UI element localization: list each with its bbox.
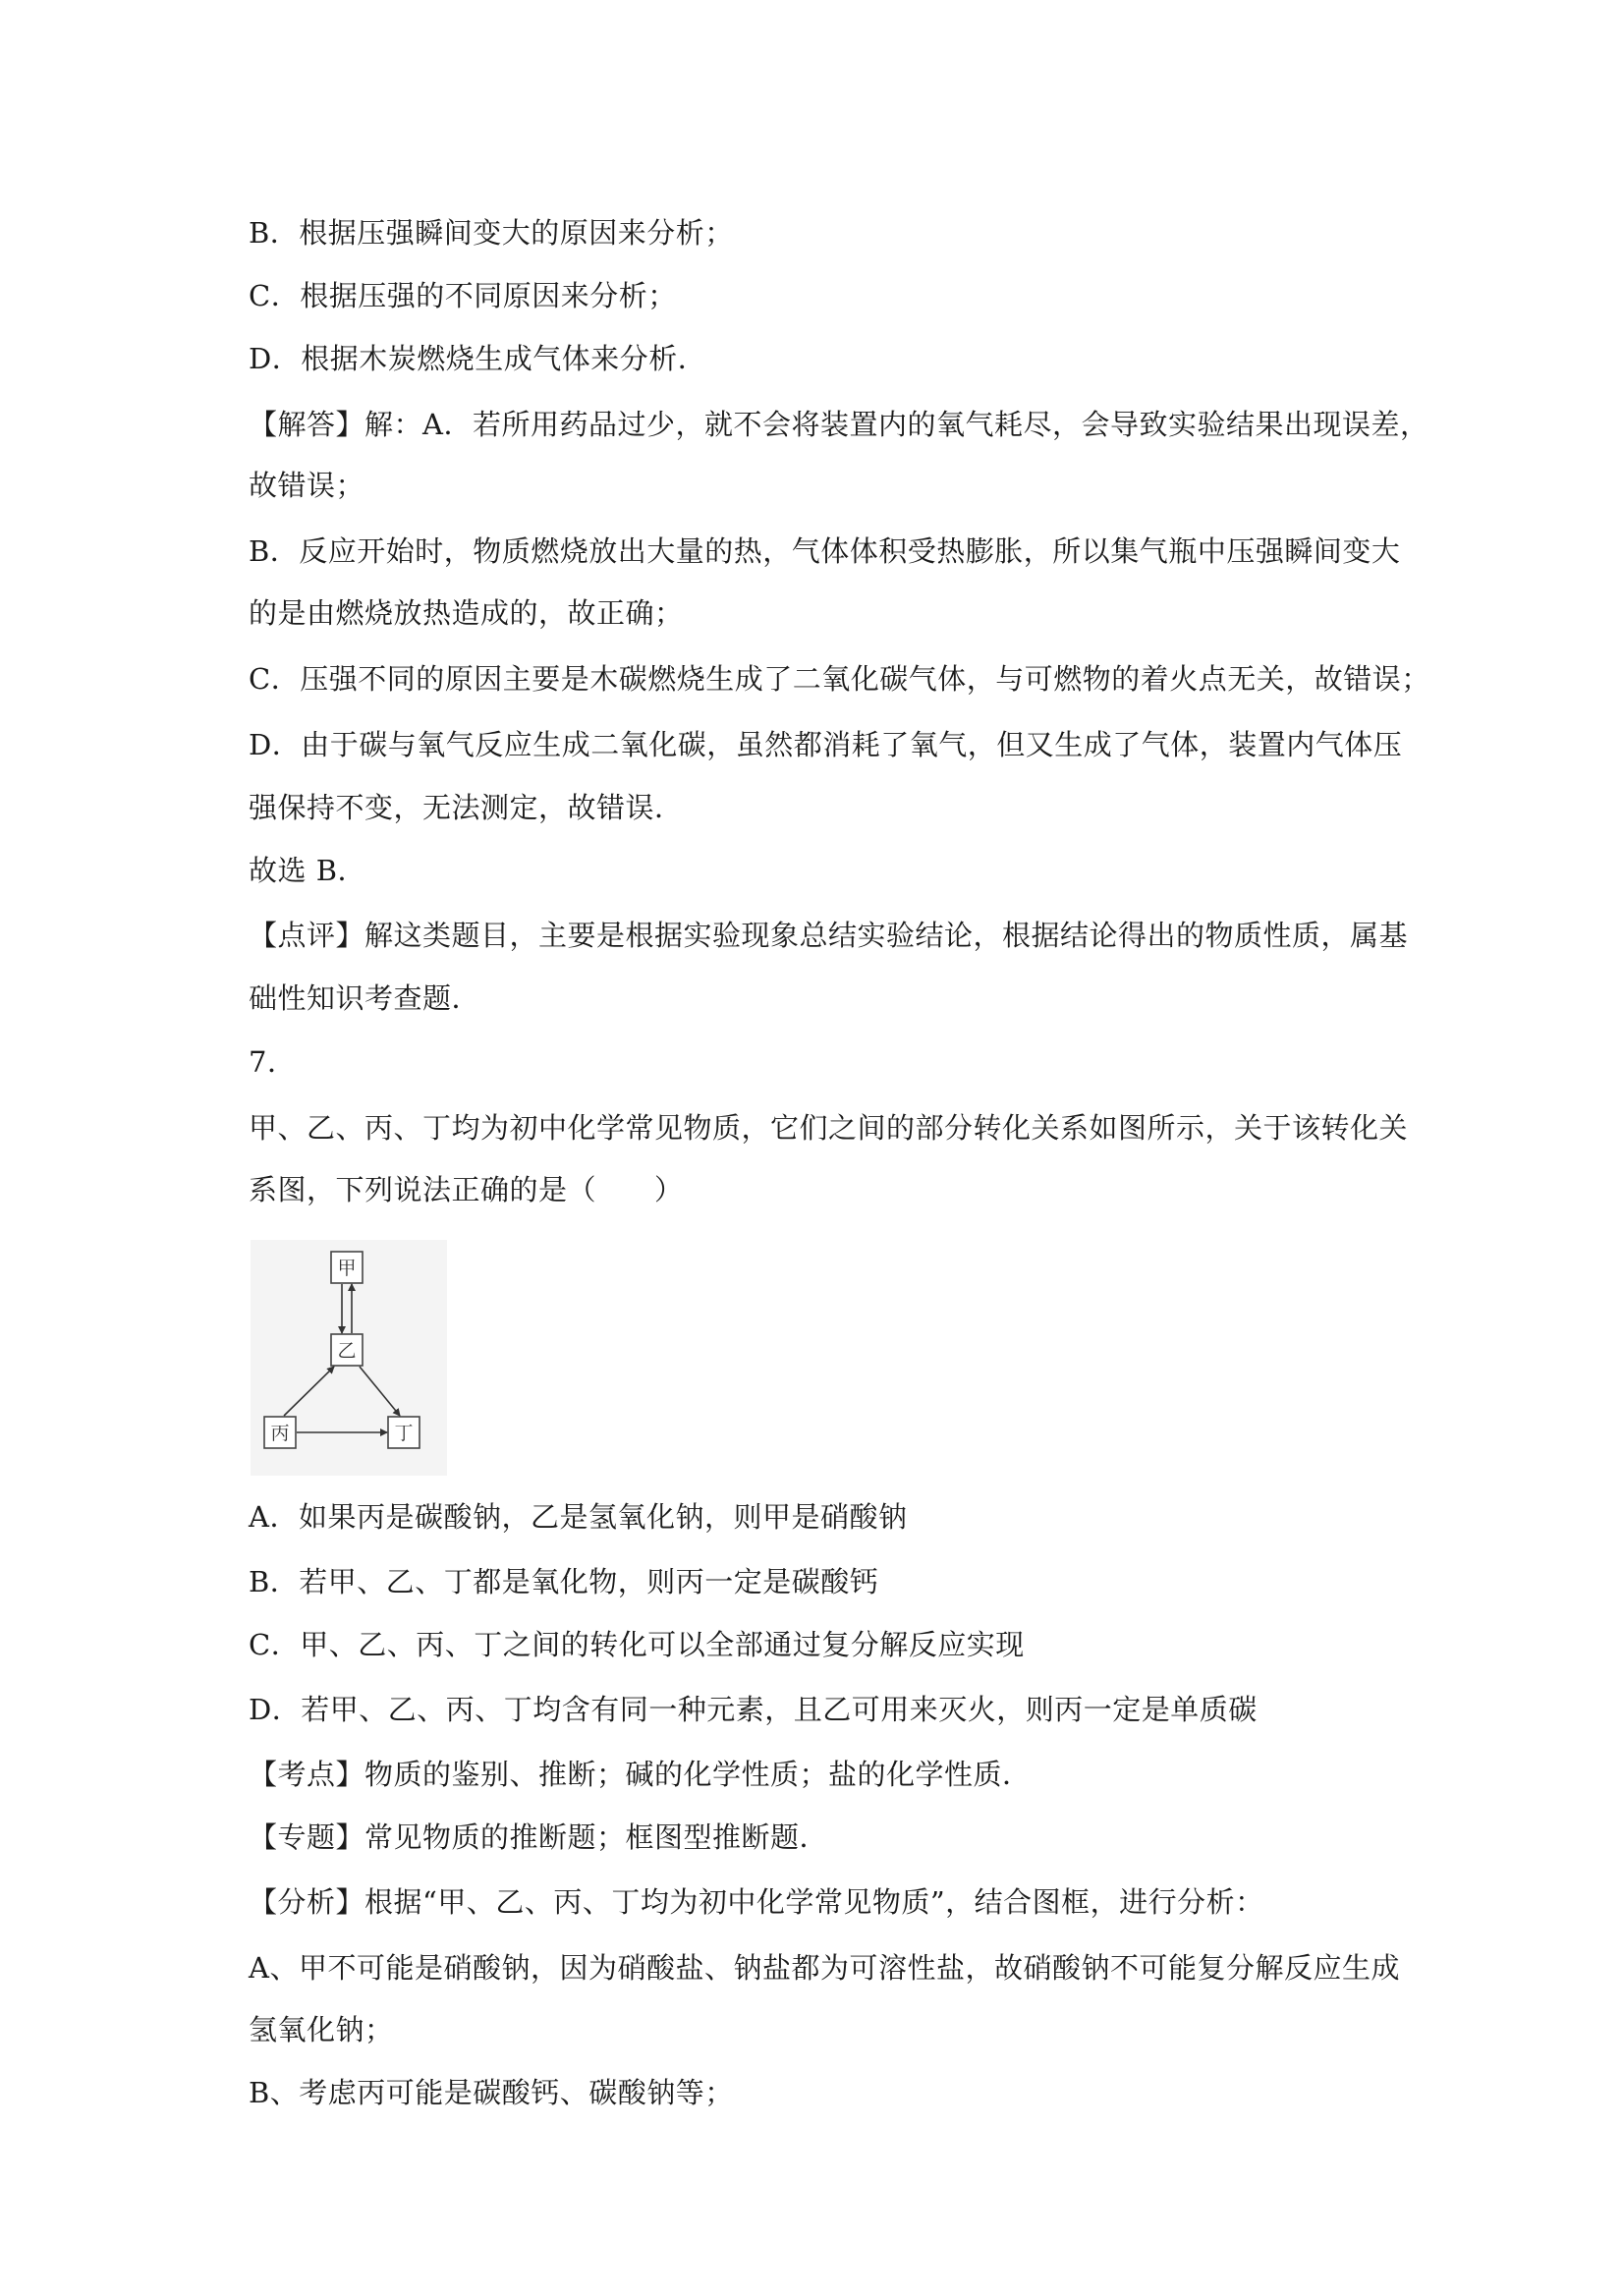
text-line: 故错误； — [249, 469, 365, 502]
text-line: A、甲不可能是硝酸钠，因为硝酸盐、钠盐都为可溶性盐，故硝酸钠不可能复分解反应生成 — [249, 1951, 1400, 1985]
text-line: 【分析】根据“甲、乙、丙、丁均为初中化学常见物质”，结合图框，进行分析： — [249, 1885, 1264, 1919]
question-number: 7． — [249, 1045, 297, 1079]
text-line: C．根据压强的不同原因来分析； — [249, 279, 677, 312]
text-line: D．由于碳与氧气反应生成二氧化碳，虽然都消耗了氧气，但又生成了气体，装置内气体压 — [249, 728, 1403, 761]
text-line: D．根据木炭燃烧生成气体来分析． — [249, 342, 707, 375]
option-a: A．如果丙是碳酸钠，乙是氢氧化钠，则甲是硝酸钠 — [249, 1500, 908, 1534]
box-bing-label: 丙 — [270, 1423, 290, 1444]
question-stem: 系图，下列说法正确的是（ ） — [249, 1173, 684, 1206]
option-b: B．若甲、乙、丁都是氧化物，则丙一定是碳酸钙 — [249, 1565, 879, 1598]
text-line: B．根据压强瞬间变大的原因来分析； — [249, 216, 734, 250]
text-line: 故选 B． — [249, 854, 367, 887]
conversion-diagram-svg — [251, 1240, 447, 1476]
box-jia-label: 甲 — [337, 1258, 357, 1279]
text-line: C．压强不同的原因主要是木碳燃烧生成了二氧化碳气体，与可燃物的着火点无关，故错误； — [249, 662, 1430, 696]
text-line: 的是由燃烧放热造成的，故正确； — [249, 596, 684, 630]
text-line: 【考点】物质的鉴别、推断；碱的化学性质；盐的化学性质． — [249, 1758, 1032, 1791]
question-stem: 甲、乙、丙、丁均为初中化学常见物质，它们之间的部分转化关系如图所示，关于该转化关 — [249, 1111, 1409, 1145]
box-yi-label: 乙 — [337, 1340, 357, 1362]
text-line: 【点评】解这类题目，主要是根据实验现象总结实验结论，根据结论得出的物质性质，属基 — [249, 919, 1409, 952]
text-line: 【解答】解：A．若所用药品过少，就不会将装置内的氧气耗尽，会导致实验结果出现误差， — [249, 408, 1429, 441]
box-ding-label: 丁 — [394, 1423, 414, 1444]
text-line: 【专题】常见物质的推断题；框图型推断题． — [249, 1820, 829, 1854]
text-line: 氢氧化钠； — [249, 2013, 394, 2046]
option-c: C．甲、乙、丙、丁之间的转化可以全部通过复分解反应实现 — [249, 1628, 1025, 1661]
text-line: B、考虑丙可能是碳酸钙、碳酸钠等； — [249, 2076, 734, 2109]
text-line: 强保持不变，无法测定，故错误． — [249, 791, 684, 824]
text-line: 础性知识考查题． — [249, 981, 481, 1015]
conversion-diagram — [251, 1240, 447, 1476]
text-line: B．反应开始时，物质燃烧放出大量的热，气体体积受热膨胀，所以集气瓶中压强瞬间变大 — [249, 534, 1401, 568]
option-d: D．若甲、乙、丙、丁均含有同一种元素，且乙可用来灭火，则丙一定是单质碳 — [249, 1693, 1258, 1726]
